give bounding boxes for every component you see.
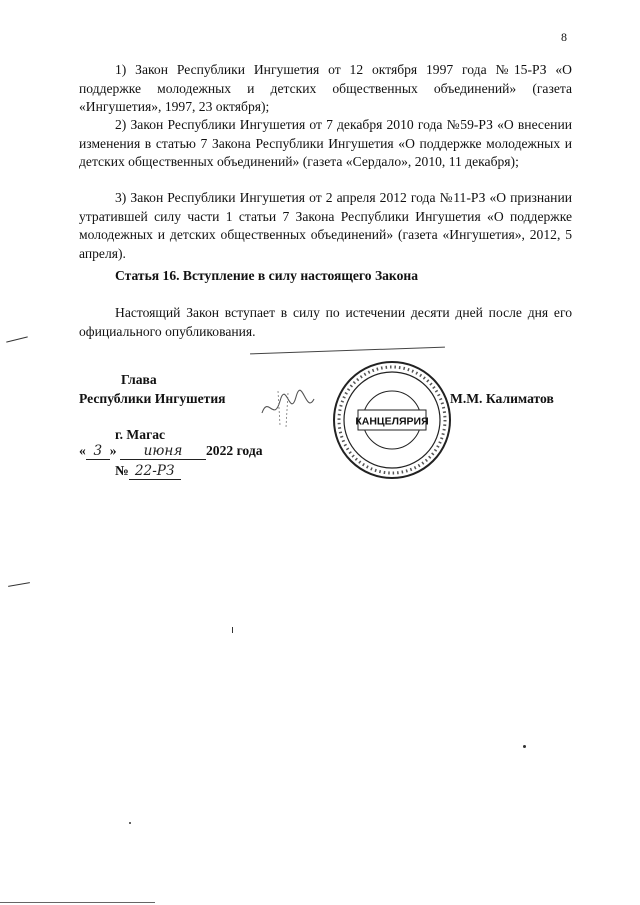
paragraph-1: 1) Закон Республики Ингушетия от 12 октября 1997 года №15-РЗ «О поддержке молодежных и детских общественных объединений» (газета «Ингушетия», 1997, 23 октября); <box>79 62 572 114</box>
date-year: 2022 года <box>206 443 263 458</box>
signatory-title-line1: Глава <box>121 372 157 387</box>
city: г. Магас <box>115 427 166 442</box>
date-day: 3 <box>93 443 103 459</box>
stamp-center-text: КАНЦЕЛЯРИЯ <box>355 415 429 428</box>
scan-mark <box>232 627 233 633</box>
article-text: Настоящий Закон вступает в силу по истечении десяти дней после дня его официального опубликования. <box>79 305 572 339</box>
law-number-line <box>115 463 181 480</box>
date-open-quote: « <box>79 443 86 458</box>
scan-mark <box>129 822 131 824</box>
signatory-title-line2: Республики Ингушетия <box>79 391 226 406</box>
number-sign: № <box>115 463 129 478</box>
scan-mark <box>8 582 30 587</box>
date-line <box>79 443 263 460</box>
date-month: июня <box>143 443 183 459</box>
scan-mark <box>523 745 526 748</box>
article-heading: Статья 16. Вступление в силу настоящего Закона <box>115 268 418 283</box>
page-number: 8 <box>561 30 567 44</box>
paragraph-2: 2) Закон Республики Ингушетия от 7 декабря 2010 года №59-РЗ «О внесении изменения в статью 7 Закона Республики Ингушетия «О поддержке молодежных и детских общественных объединений» (газета «Сердало», 2010, 11 декабря); <box>79 117 572 169</box>
law-number: 22-РЗ <box>134 463 175 479</box>
date-close-quote: » <box>109 443 117 458</box>
scan-mark <box>6 336 28 342</box>
scan-mark <box>0 902 155 903</box>
signatory-name: М.М. Калиматов <box>450 391 554 406</box>
signature-scribble <box>258 385 318 430</box>
signature-line <box>250 347 445 355</box>
official-stamp <box>330 358 454 482</box>
paragraph-3: 3) Закон Республики Ингушетия от 2 апреля 2012 года №11-РЗ «О признании утратившей силу части 1 статьи 7 Закона Республики Ингушетия «О поддержке молодежных и детских общественных объединений» (газета «Ингушетия», 2012, 5 апреля). <box>79 190 572 261</box>
